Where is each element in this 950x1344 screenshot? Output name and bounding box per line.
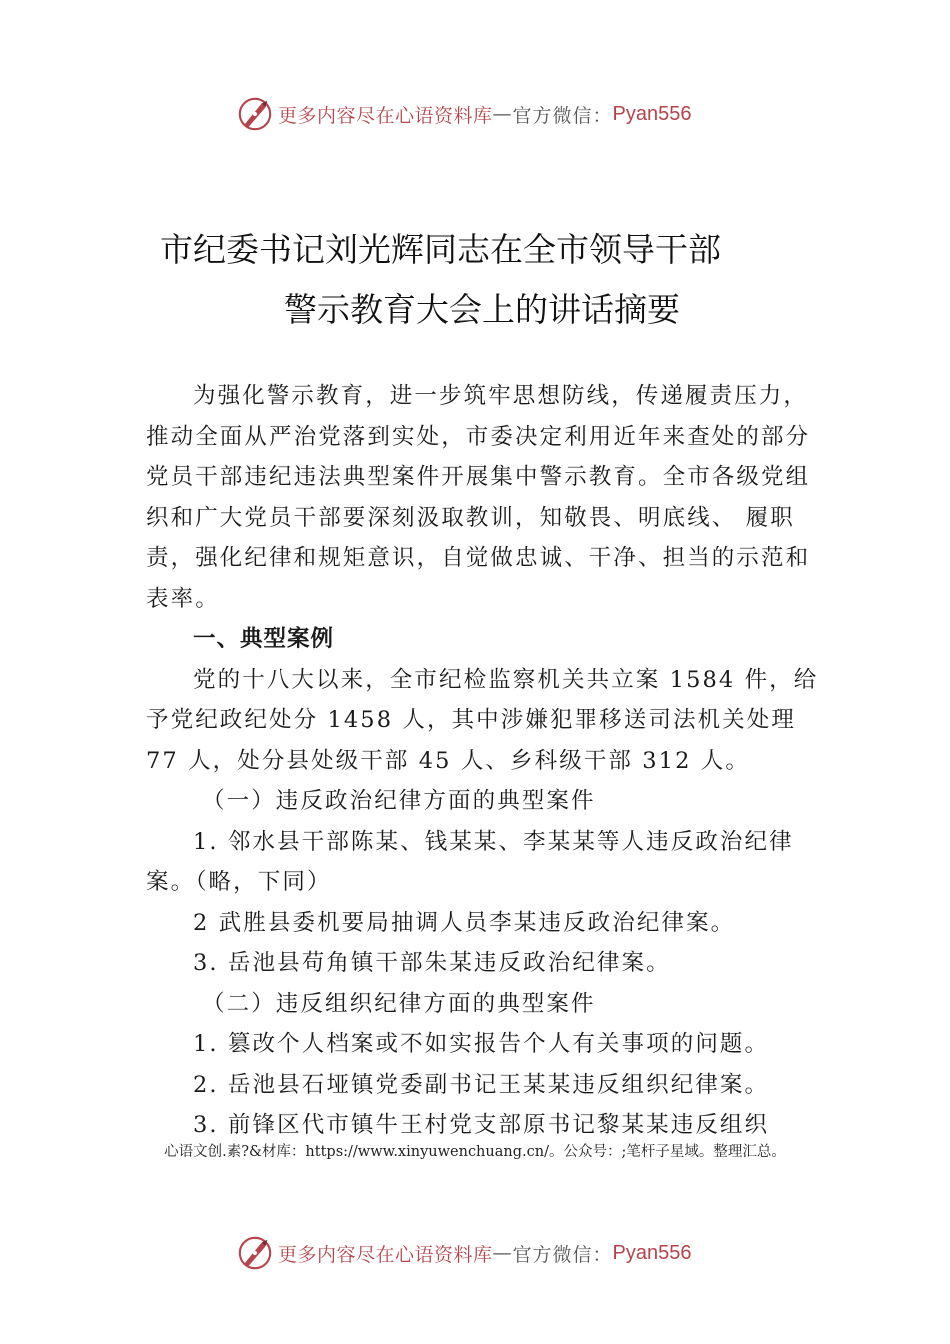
banner-wechat-label: 官方微信： <box>512 104 613 127</box>
intro-paragraph: 为强化警示教育，进一步筑牢思想防线，传递履责压力，推动全面从严治党落到实处，市委决定利用近年来查处的部分党员干部违纪违法典型案件开展集中警示教育。全市各级党组织和广大党员干部要深刻汲取教训，知敬畏、明底线、 履职责，强化纪律和规矩意识，自觉做忠诚、干净、担当的示范和表率。 <box>146 383 811 612</box>
banner-wechat-id: Pyan556 <box>612 102 692 125</box>
list-item: 3. 前锋区代市镇牛王村党支部原书记黎某某违反组织 <box>193 1112 770 1138</box>
section-paragraph: 党的十八大以来，全市纪检监察机关共立案 1584 件，给予党纪政纪处分 1458 人，其中涉嫌犯罪移送司法机关处理 77 人，处分县处级干部 45 人、乡科级干部 312 人。 <box>146 666 819 774</box>
list-item: 3. 岳池县苟角镇干部朱某违反政治纪律案。 <box>193 950 671 976</box>
banner-text: 更多内容尽在心语资料库 <box>278 104 493 127</box>
document-title-line1: 市纪委书记刘光辉同志在全市领导干部 <box>160 230 721 269</box>
subsection-heading: （一）违反政治纪律方面的典型案件 <box>202 788 596 814</box>
banner-separator: — <box>492 103 513 125</box>
list-item: 2 武胜县委机要局抽调人员李某违反政治纪律案。 <box>193 909 736 936</box>
banner-separator: — <box>492 1242 513 1264</box>
header-banner <box>236 94 756 134</box>
banner-wechat-id: Pyan556 <box>612 1241 692 1264</box>
section-heading: 一、典型案例 <box>193 626 335 652</box>
banner-text: 更多内容尽在心语资料库 <box>278 1243 493 1266</box>
banner-wechat-label: 官方微信： <box>512 1243 613 1266</box>
footer-source-note: 心语文创.素?&材库：https://www.xinyuwenchuang.cn/。公众号：;笔杆子星域。整理汇总。 <box>164 1144 786 1160</box>
list-item: 1. 篡改个人档案或不如实报告个人有关事项的问题。 <box>193 1031 770 1057</box>
document-title-line2: 警示教育大会上的讲话摘要 <box>284 290 680 329</box>
document-body <box>146 376 822 1146</box>
subsection-heading: （二）违反组织纪律方面的典型案件 <box>202 990 596 1017</box>
footer-banner <box>236 1233 756 1273</box>
pen-nib-logo-icon <box>236 95 274 133</box>
list-item: 2. 岳池县石垭镇党委副书记王某某违反组织纪律案。 <box>193 1071 770 1098</box>
list-item: 1. 邻水县干部陈某、钱某某、李某某等人违反政治纪律案。（略，下同） <box>146 828 794 895</box>
pen-nib-logo-icon <box>236 1234 274 1272</box>
